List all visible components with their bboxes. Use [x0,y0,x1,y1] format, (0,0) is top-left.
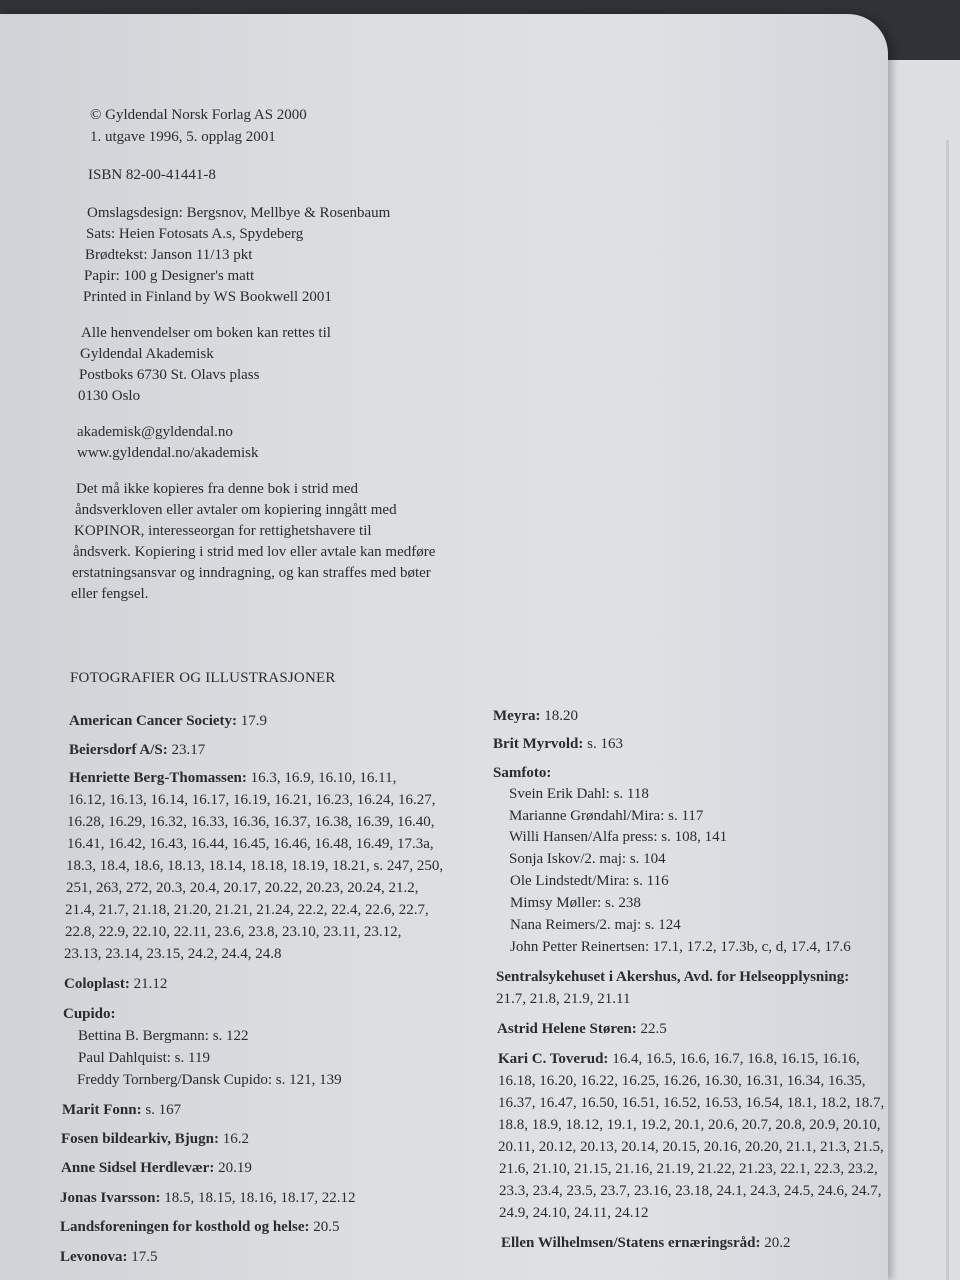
printed-line: Printed in Finland by WS Bookwell 2001 [83,289,332,305]
credit-entry [62,1101,181,1119]
credit-refs: 21.12 [129,976,168,992]
credit-sub: Mimsy Møller: s. 238 [510,895,641,911]
credit-name: Henriette Berg-Thomassen: [69,770,247,786]
credit-name: Beiersdorf A/S: [69,742,168,758]
credit-entry [60,1218,340,1236]
book-page [0,14,888,1280]
typesetting-line: Sats: Heien Fotosats A.s, Spydeberg [86,226,304,242]
credit-name: Astrid Helene Støren: [497,1021,637,1037]
credit-refs-line: 23.13, 23.14, 23.15, 24.2, 24.4, 24.8 [64,946,282,962]
credit-refs-line: 24.9, 24.10, 24.11, 24.12 [499,1205,649,1221]
credit-name: Levonova: [60,1249,128,1265]
credit-refs: 16.4, 16.5, 16.6, 16.7, 16.8, 16.15, 16.16, [608,1051,860,1067]
credit-name: Marit Fonn: [62,1102,142,1118]
paper-line: Papir: 100 g Designer's matt [84,268,255,284]
credit-name: American Cancer Society: [69,713,238,729]
credit-sub: Svein Erik Dahl: s. 118 [509,786,649,802]
credit-refs: s. 163 [583,736,623,752]
credit-refs: 22.5 [636,1021,667,1037]
credit-refs-line: 22.8, 22.9, 22.10, 22.11, 23.6, 23.8, 23.10, 23.11, 23.12, [65,924,402,940]
credit-sub: Freddy Tornberg/Dansk Cupido: s. 121, 139 [77,1072,342,1088]
credit-refs: s. 167 [141,1102,182,1118]
next-page-edge [946,140,949,1280]
credit-name: Landsforeningen for kosthold og helse: [60,1219,310,1235]
credit-refs: 20.5 [309,1219,340,1235]
legal-line: åndsverkloven eller avtaler om kopiering inngått med [75,502,397,518]
credit-refs: 18.5, 18.15, 18.16, 18.17, 22.12 [160,1190,356,1206]
credit-name: Fosen bildearkiv, Bjugn: [61,1131,219,1147]
body-text-line: Brødtekst: Janson 11/13 pkt [85,247,253,263]
credit-refs-line: 21.7, 21.8, 21.9, 21.11 [496,991,631,1007]
credit-refs-line: 16.37, 16.47, 16.50, 16.51, 16.52, 16.53, 16.54, 18.1, 18.2, 18.7, [498,1095,885,1111]
credit-name: Coloplast: [64,976,130,992]
legal-line: erstatningsansvar og inndragning, og kan straffes med bøter [72,565,431,581]
credit-entry [498,1050,860,1068]
contact-org: Gyldendal Akademisk [80,346,214,362]
cover-design-line: Omslagsdesign: Bergsnov, Mellbye & Rosenbaum [87,205,391,221]
credit-entry [69,712,267,730]
credit-entry [493,707,578,725]
credit-sub: Willi Hansen/Alfa press: s. 108, 141 [509,829,728,845]
credit-entry [69,769,396,787]
credit-refs: 17.5 [127,1249,158,1265]
credit-name: Jonas Ivarsson: [60,1190,161,1206]
credit-refs: 20.19 [214,1160,252,1176]
email-line: akademisk@gyldendal.no [77,424,233,440]
credit-refs-line: 16.18, 16.20, 16.22, 16.25, 16.26, 16.30, 16.31, 16.34, 16.35, [498,1073,866,1089]
credit-entry [60,1248,158,1266]
credit-name: Meyra: [493,708,541,724]
credit-refs-line: 16.28, 16.29, 16.32, 16.33, 16.36, 16.37, 16.38, 16.39, 16.40, [67,814,435,830]
credit-refs: 16.3, 16.9, 16.10, 16.11, [246,770,397,786]
credit-sub: John Petter Reinertsen: 17.1, 17.2, 17.3b, c, d, 17.4, 17.6 [510,939,851,955]
credit-name: Cupido: [63,1006,116,1022]
credit-entry [493,735,623,753]
credit-sub: Ole Lindstedt/Mira: s. 116 [510,873,669,889]
legal-line: åndsverk. Kopiering i strid med lov eller avtale kan medføre [73,544,436,560]
edition-line: 1. utgave 1996, 5. opplag 2001 [90,129,276,145]
credit-name: Sentralsykehuset i Akershus, Avd. for Helseopplysning: [496,969,850,985]
credit-entry [64,975,167,993]
credit-name: Ellen Wilhelmsen/Statens ernæringsråd: [501,1235,761,1251]
credit-refs-line: 20.11, 20.12, 20.13, 20.14, 20.15, 20.16, 20.20, 21.1, 21.3, 21.5, [498,1139,884,1155]
credit-name: Kari C. Toverud: [498,1051,609,1067]
credit-sub: Nana Reimers/2. maj: s. 124 [510,917,681,933]
credit-refs: 16.2 [218,1131,249,1147]
credit-refs-line: 251, 263, 272, 20.3, 20.4, 20.17, 20.22, 20.23, 20.24, 21.2, [66,880,419,896]
credit-sub: Bettina B. Bergmann: s. 122 [78,1028,249,1044]
credit-name: Brit Myrvold: [493,736,584,752]
credit-sub: Marianne Grøndahl/Mira: s. 117 [509,808,704,824]
credit-refs-line: 21.6, 21.10, 21.15, 21.16, 21.19, 21.22, 21.23, 22.1, 22.3, 23.2, [499,1161,878,1177]
credit-refs: 23.17 [167,742,206,758]
isbn-line: ISBN 82-00-41441-8 [88,167,216,183]
credit-refs-line: 16.12, 16.13, 16.14, 16.17, 16.19, 16.21, 16.23, 16.24, 16.27, [68,792,436,808]
credit-refs: 20.2 [760,1235,791,1251]
credit-refs-line: 23.3, 23.4, 23.5, 23.7, 23.16, 23.18, 24.1, 24.3, 24.5, 24.6, 24.7, [499,1183,882,1199]
legal-line: KOPINOR, interesseorgan for rettighetshavere til [74,523,372,539]
credits-heading: FOTOGRAFIER OG ILLUSTRASJONER [70,670,336,686]
credit-entry [61,1159,252,1177]
credit-entry [69,741,205,759]
legal-line: eller fengsel. [71,586,149,602]
credit-refs-line: 21.4, 21.7, 21.18, 21.20, 21.21, 21.24, 22.2, 22.4, 22.6, 22.7, [65,902,429,918]
credit-refs-line: 18.8, 18.9, 18.12, 19.1, 19.2, 20.1, 20.6, 20.7, 20.8, 20.9, 20.10, [498,1117,881,1133]
contact-box: Postboks 6730 St. Olavs plass [79,367,260,383]
credit-refs: 18.20 [540,708,578,724]
credit-sub: Paul Dahlquist: s. 119 [78,1050,210,1066]
contact-city: 0130 Oslo [78,388,141,404]
credit-refs: 17.9 [237,713,268,729]
copyright-line: © Gyldendal Norsk Forlag AS 2000 [90,107,307,123]
credit-entry [61,1130,249,1148]
credit-name: Anne Sidsel Herdlevær: [61,1160,215,1176]
credit-sub: Sonja Iskov/2. maj: s. 104 [509,851,666,867]
website-line: www.gyldendal.no/akademisk [77,445,259,461]
credit-entry [497,1020,667,1038]
credit-refs-line: 16.41, 16.42, 16.43, 16.44, 16.45, 16.46, 16.48, 16.49, 17.3a, [67,836,434,852]
credit-refs-line: 18.3, 18.4, 18.6, 18.13, 18.14, 18.18, 18.19, 18.21, s. 247, 250, [66,858,444,874]
credit-entry [60,1189,355,1207]
credit-entry [501,1234,790,1252]
legal-line: Det må ikke kopieres fra denne bok i strid med [76,481,358,497]
contact-intro: Alle henvendelser om boken kan rettes til [81,325,331,341]
credit-name: Samfoto: [493,765,552,781]
